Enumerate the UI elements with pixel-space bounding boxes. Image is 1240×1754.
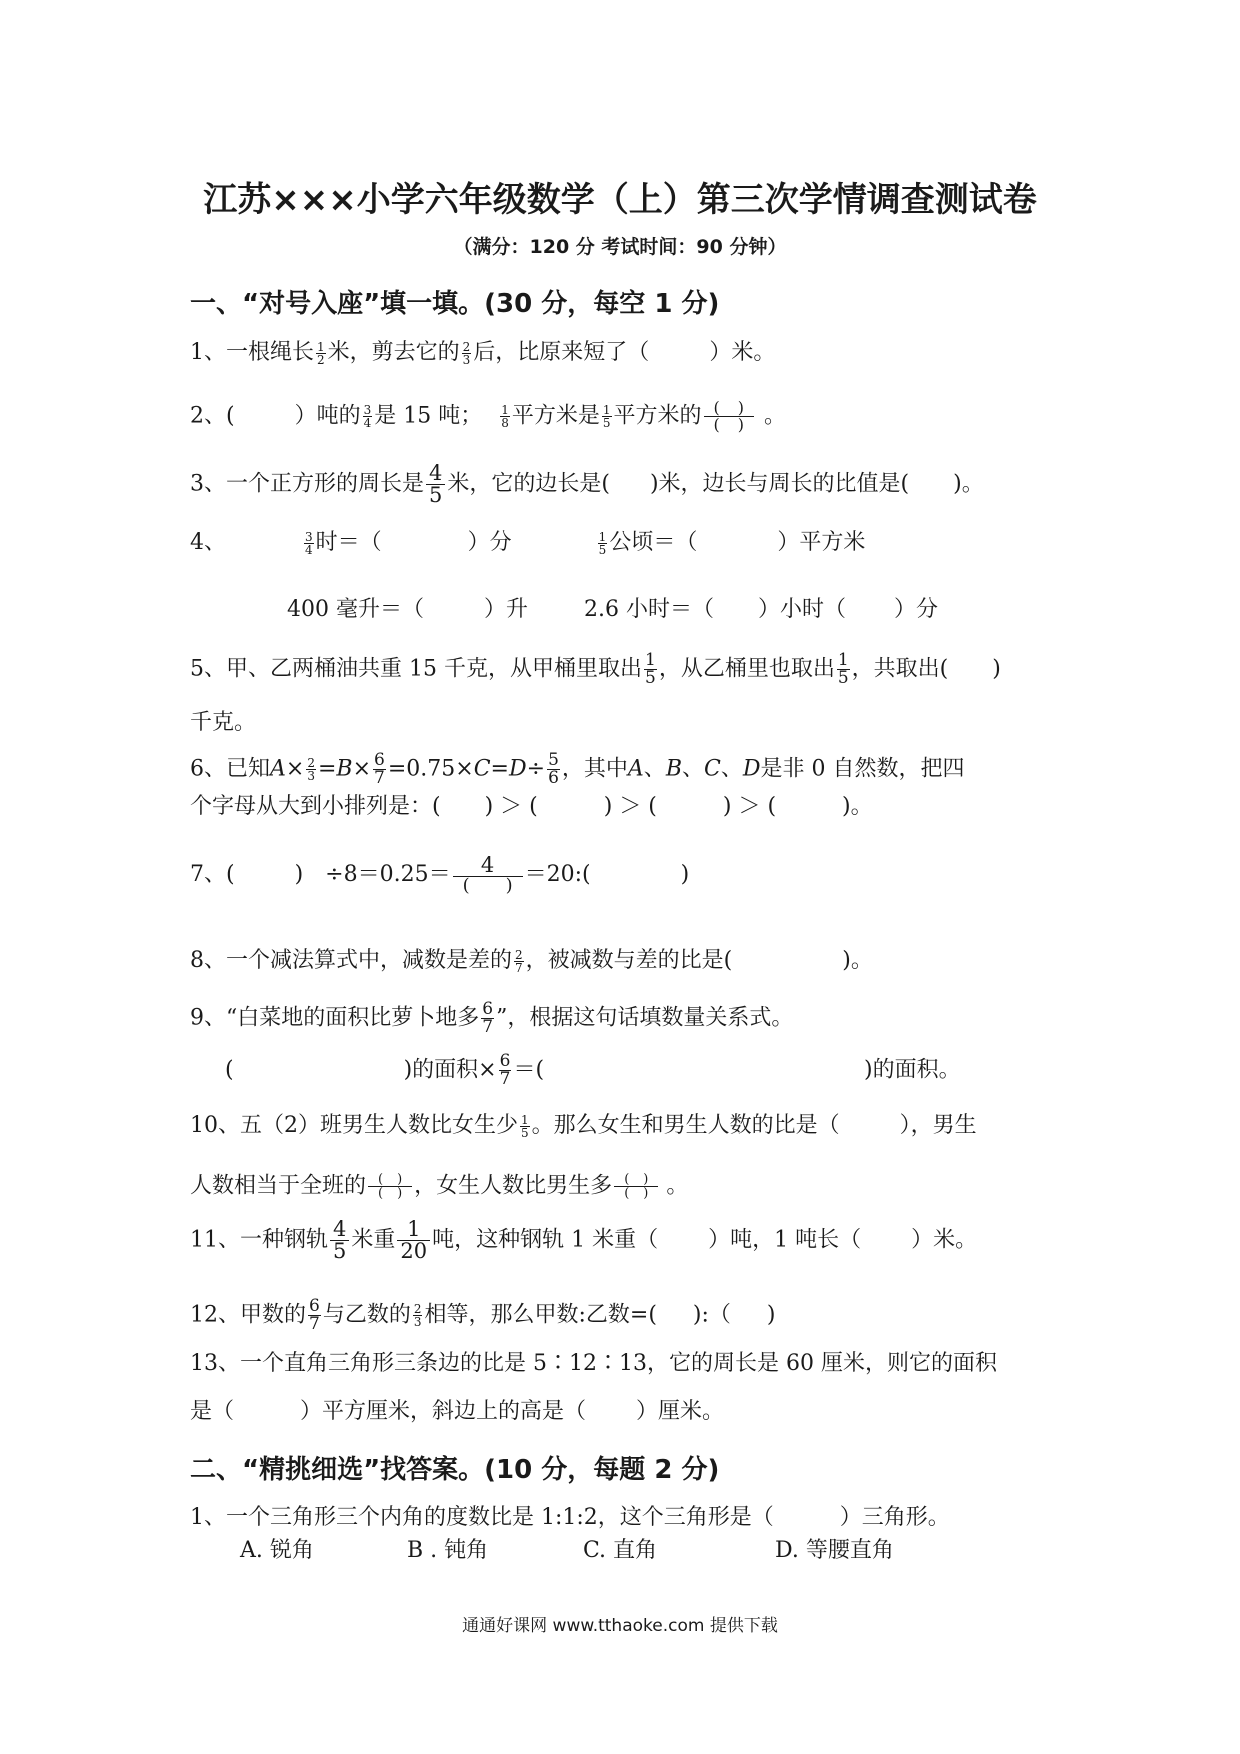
footer-source: 通通好课网 www.tthaoke.com 提供下载 xyxy=(462,1616,778,1636)
q4-text-c: ）分 xyxy=(467,530,512,555)
mc1-option-b[interactable]: B . 钝角 xyxy=(407,1538,489,1563)
fraction-one-fifth: $\frac{1}{5}$ xyxy=(602,403,611,430)
question-6-cont: 个字母从大到小排列是：( ) ＞ ( ) ＞ ( ) ＞ ( )。 xyxy=(190,794,873,819)
q4-text-b: 时＝（ xyxy=(315,530,382,555)
question-9-relation: ( )的面积× $\frac{6}{7}$ ＝( )的面积。 xyxy=(225,1051,961,1089)
question-11: 11、一种钢轨 $\frac{4}{5}$ 米重 $\frac{1}{20}$ 吨，这种钢轨 1 米重（ ）吨，1 吨长（ ）米。 xyxy=(190,1217,978,1263)
fraction-three-quarters: $\frac{3}{4}$ xyxy=(363,403,372,430)
question-1 xyxy=(190,340,775,366)
exam-info: （满分：120 分 考试时间：90 分钟） xyxy=(453,236,787,258)
page-title: 江苏×××小学六年级数学（上）第三次学情调查测试卷 xyxy=(203,180,1037,220)
fraction-one-fifth: $\frac{1}{5}$ xyxy=(837,650,849,688)
question-5 xyxy=(190,652,1001,687)
q2-text-f: 。 xyxy=(764,403,787,429)
question-12: 12、甲数的 $\frac{6}{7}$ 与乙数的 $\frac{2}{3}$ 相等，那么甲数:乙数=( ):（ ) xyxy=(190,1296,776,1334)
mc1-option-d[interactable]: D. 等腰直角 xyxy=(775,1538,894,1563)
q4-text-i: ）小时（ xyxy=(758,597,847,622)
question-6: 6、已知A× $\frac{2}{3}$ =B× $\frac{6}{7}$ =0.75×C=D÷ $\frac{5}{6}$ ，其中A、B、C、D是非 0 自然数，把四 xyxy=(190,750,965,788)
question-4-row-1 xyxy=(190,530,865,556)
q3-text-a: 3、一个正方形的周长是 xyxy=(190,471,424,497)
q5-text-c: ，共取出( xyxy=(851,656,949,682)
q1-text-b: 米，剪去它的 xyxy=(327,340,460,365)
question-3 xyxy=(190,463,984,506)
fraction-two-sevenths: $\frac{2}{7}$ xyxy=(515,947,523,975)
q1-text-a: 1、一根绳长 xyxy=(190,340,314,365)
question-13-cont: 是（ ）平方厘米，斜边上的高是（ ）厘米。 xyxy=(190,1399,725,1424)
question-2 xyxy=(190,400,786,433)
mc-question-1-options xyxy=(240,1538,894,1564)
fraction-five-sixths: $\frac{5}{6}$ xyxy=(548,750,559,788)
q2-text-e: 平方米的 xyxy=(613,403,702,429)
q4-text-f: 400 毫升＝（ xyxy=(287,597,424,622)
fraction-answer-blank[interactable]: $\frac{( )}{( )}$ xyxy=(614,1173,658,1200)
q4-text-a: 4、 xyxy=(190,530,226,555)
q1-text-c: 后，比原来短了（ xyxy=(473,340,650,365)
section-1-heading: 一、“对号入座”填一填。(30 分，每空 1 分) xyxy=(190,289,720,319)
fraction-answer-blank[interactable]: $\frac{( )}{( )}$ xyxy=(704,400,755,433)
q4-text-d: 公顷＝（ xyxy=(609,530,698,555)
fraction-six-sevenths: $\frac{6}{7}$ xyxy=(482,999,494,1037)
q2-text-d: 平方米是 xyxy=(511,403,600,429)
q4-text-g: ）升 xyxy=(484,597,529,622)
fraction-six-sevenths: $\frac{6}{7}$ xyxy=(499,1051,511,1089)
question-10: 10、五（2）班男生人数比女生少 $\frac{1}{5}$ 。那么女生和男生人数的比是（ ），男生 xyxy=(190,1112,977,1140)
q2-text-c: 是 15 吨； xyxy=(374,403,483,429)
fraction-two-thirds: $\frac{2}{3}$ xyxy=(307,756,315,783)
mc1-option-a[interactable]: A. 锐角 xyxy=(240,1538,314,1563)
fraction-four-over-blank[interactable]: $\frac{4}{( )}$ xyxy=(453,855,523,895)
q3-text-c: )米，边长与周长的比值是( xyxy=(649,471,910,497)
fraction-one-fifth: $\frac{1}{5}$ xyxy=(644,650,656,688)
mc1-option-c[interactable]: C. 直角 xyxy=(583,1538,658,1563)
fraction-two-thirds: $\frac{2}{3}$ xyxy=(413,1302,422,1329)
fraction-four-fifths: $\frac{4}{5}$ xyxy=(330,1219,349,1262)
question-8: 8、一个减法算式中，减数是差的 $\frac{2}{7}$ ，被减数与差的比是( )。 xyxy=(190,947,873,975)
fraction-four-fifths: $\frac{4}{5}$ xyxy=(426,463,445,506)
q3-text-d: )。 xyxy=(953,471,984,497)
mc-question-1: 1、一个三角形三个内角的度数比是 1:1:2，这个三角形是（ ）三角形。 xyxy=(190,1505,950,1530)
question-5-cont: 千克。 xyxy=(190,710,257,735)
q3-text-b: 米，它的边长是( xyxy=(447,471,610,497)
fraction-one-fifth: $\frac{1}{5}$ xyxy=(598,529,607,557)
section-2-heading: 二、“精挑细选”找答案。(10 分，每题 2 分) xyxy=(190,1455,720,1485)
fraction-one-fifth: $\frac{1}{5}$ xyxy=(521,1112,529,1140)
question-7: 7、( ) ÷8＝0.25＝ $\frac{4}{( )}$ ＝20:( ) xyxy=(190,853,690,896)
question-13: 13、一个直角三角形三条边的比是 5∶12∶13，它的周长是 60 厘米，则它的面积 xyxy=(190,1351,997,1376)
question-10-cont: 人数相当于全班的 $\frac{( )}{( )}$ ，女生人数比男生多 $\frac{( )}{( )}$ 。 xyxy=(190,1172,689,1201)
fraction-three-quarters: $\frac{3}{4}$ xyxy=(305,529,313,557)
q2-text-a: 2、( xyxy=(190,403,235,429)
fraction-two-thirds: $\frac{2}{3}$ xyxy=(462,339,471,367)
q4-text-h: 2.6 小时＝（ xyxy=(584,597,714,622)
fraction-six-sevenths: $\frac{6}{7}$ xyxy=(374,750,385,788)
q2-text-b: ）吨的 xyxy=(294,403,361,429)
fraction-one-eighth: $\frac{1}{8}$ xyxy=(501,403,509,430)
question-9: 9、“白菜地的面积比萝卜地多 $\frac{6}{7}$ ”，根据这句话填数量关系式。 xyxy=(190,999,794,1037)
fraction-six-sevenths: $\frac{6}{7}$ xyxy=(309,1296,320,1334)
fraction-one-twentieth: $\frac{1}{20}$ xyxy=(397,1219,430,1262)
q5-text-a: 5、甲、乙两桶油共重 15 千克，从甲桶里取出 xyxy=(190,656,642,682)
q5-text-b: ，从乙桶里也取出 xyxy=(658,656,835,682)
q1-text-d: ）米。 xyxy=(709,340,776,365)
fraction-half: $\frac{1}{2}$ xyxy=(317,339,325,367)
fraction-answer-blank[interactable]: $\frac{( )}{( )}$ xyxy=(368,1173,412,1200)
q4-text-e: ）平方米 xyxy=(777,530,866,555)
q5-text-d: ) xyxy=(992,656,1001,682)
question-4-row-2 xyxy=(287,597,938,623)
q4-text-j: ）分 xyxy=(894,597,939,622)
